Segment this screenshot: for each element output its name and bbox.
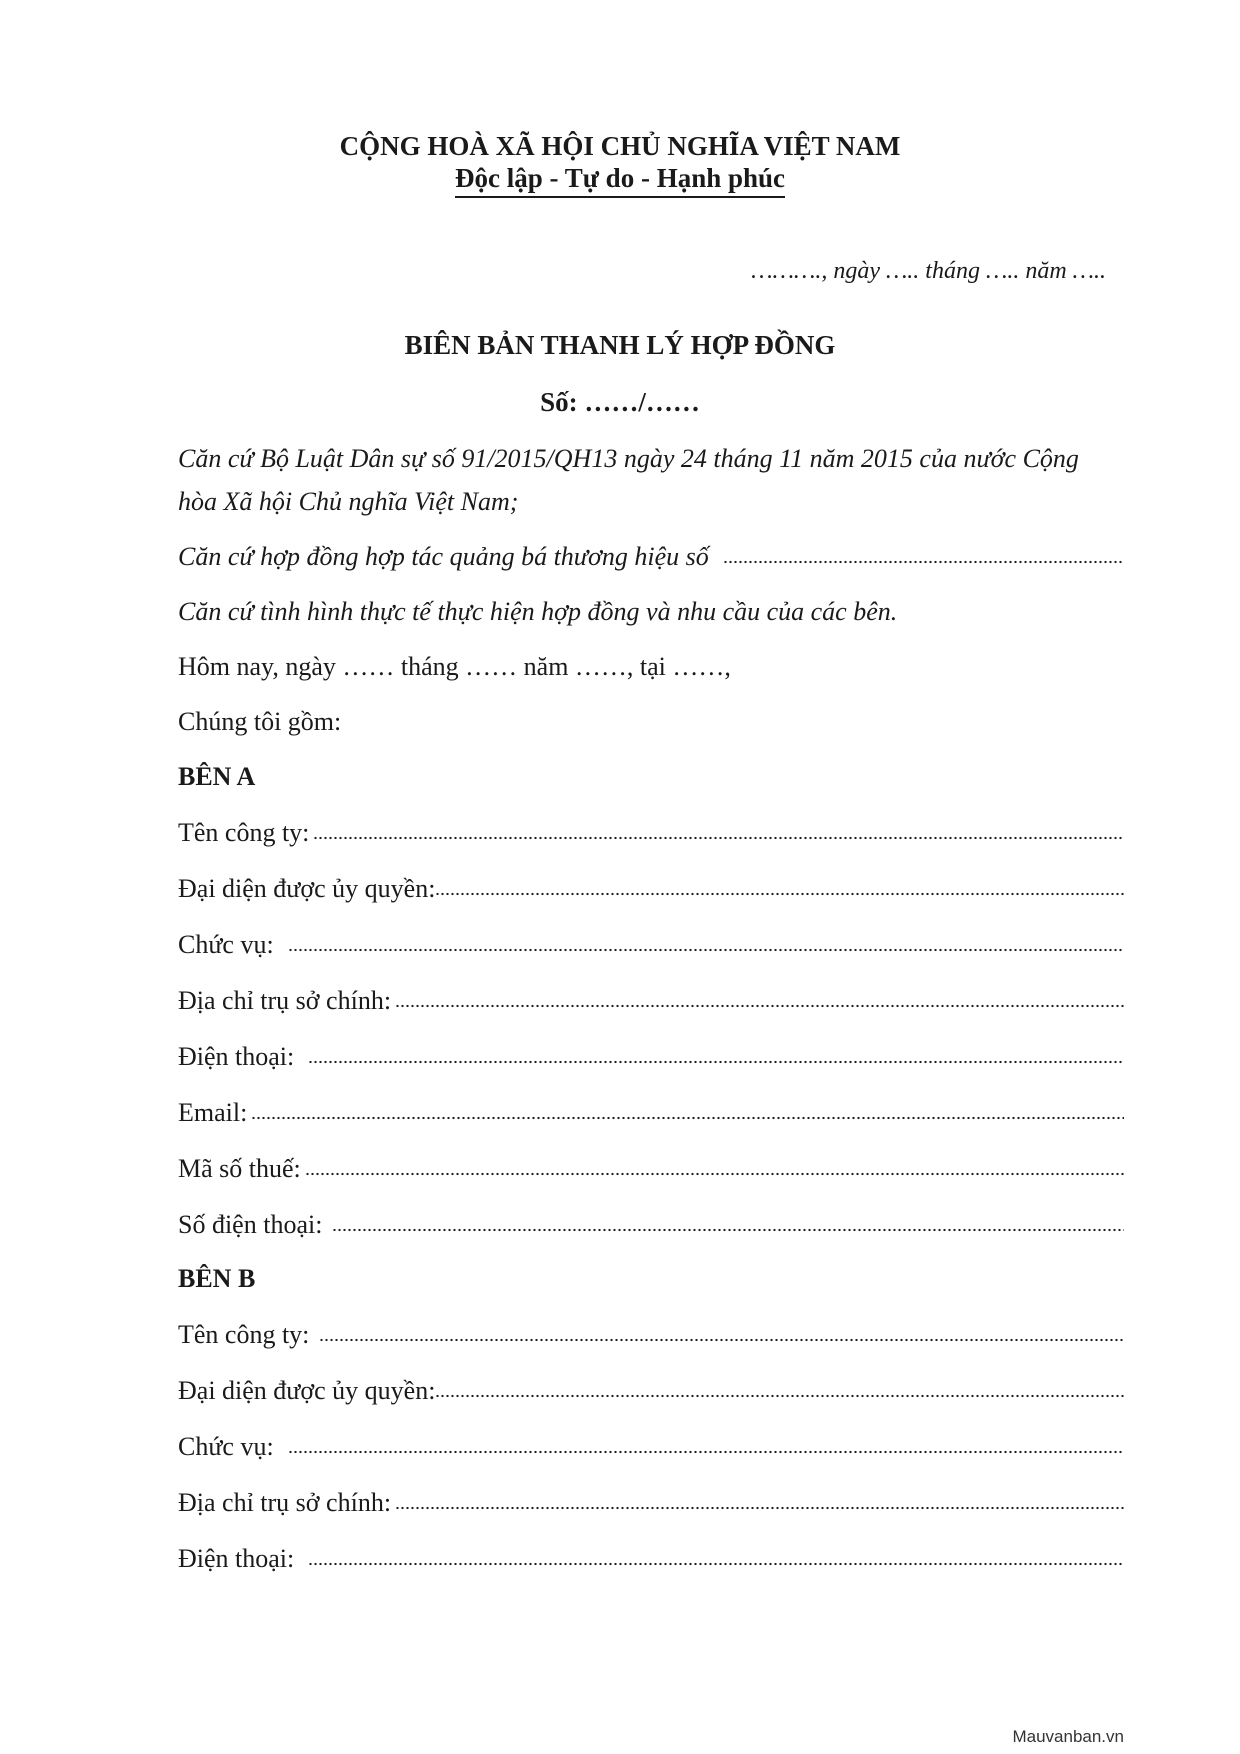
party-a-company-row [178,818,1124,848]
basis-civil-code-line1: Căn cứ Bộ Luật Dân sự số 91/2015/QH13 ngày 24 tháng 11 năm 2015 của nước Cộng [178,444,1079,473]
fill-in-dots[interactable] [435,1393,1124,1399]
party-b-heading: BÊN B [178,1264,256,1293]
field-label: Tên công ty: [178,818,310,847]
party-b-address-row [178,1488,1124,1518]
field-label: Chức vụ: [178,1432,274,1461]
field-label: Đại diện được ủy quyền: [178,874,436,903]
fill-in-dots[interactable] [288,1449,1124,1455]
fill-in-dots[interactable] [395,1003,1124,1009]
fill-in-dots[interactable] [319,1337,1124,1343]
party-a-phone-number-row [178,1210,1124,1240]
fill-in-dots[interactable] [288,947,1124,953]
basis-contract-label: Căn cứ hợp đồng hợp tác quảng bá thương hiệu số [178,542,709,571]
party-b-position-row [178,1432,1124,1462]
fill-in-dots[interactable] [313,835,1124,841]
fill-in-dots[interactable] [723,559,1124,565]
party-b-representative-row [178,1376,1124,1406]
fill-in-dots[interactable] [305,1171,1124,1177]
party-a-address-row [178,986,1124,1016]
fill-in-dots[interactable] [308,1059,1124,1065]
motto-container [0,163,1240,198]
fill-in-dots[interactable] [332,1227,1124,1233]
we-include-line: Chúng tôi gồm: [178,707,342,736]
field-label: Chức vụ: [178,930,274,959]
field-label: Điện thoại: [178,1544,295,1573]
fill-in-dots[interactable] [308,1561,1124,1567]
field-label: Điện thoại: [178,1042,295,1071]
basis-contract-row [178,542,1124,572]
party-b-phone-row [178,1544,1124,1574]
party-a-email-row [178,1098,1124,1128]
site-watermark: Mauvanban.vn [1012,1727,1124,1746]
field-label: Mã số thuế: [178,1154,301,1183]
party-a-phone-row [178,1042,1124,1072]
today-line: Hôm nay, ngày …… tháng …… năm ……, tại ……, [178,652,731,681]
fill-in-dots[interactable] [251,1115,1124,1121]
field-label: Địa chỉ trụ sở chính: [178,986,392,1015]
party-a-tax-code-row [178,1154,1124,1184]
basis-situation: Căn cứ tình hình thực tế thực hiện hợp đồng và nhu cầu của các bên. [178,597,898,626]
place-date-line: ………., ngày ….. tháng ….. năm ….. [751,258,1106,284]
party-a-position-row [178,930,1124,960]
party-a-representative-row [178,874,1124,904]
field-label: Số điện thoại: [178,1210,323,1239]
field-label: Tên công ty: [178,1320,310,1349]
document-number: Số: ……/…… [540,387,700,417]
basis-civil-code-line2: hòa Xã hội Chủ nghĩa Việt Nam; [178,487,519,516]
fill-in-dots[interactable] [435,891,1124,897]
field-label: Đại diện được ủy quyền: [178,1376,436,1405]
national-motto: Độc lập - Tự do - Hạnh phúc [455,163,785,198]
field-label: Email: [178,1098,248,1127]
party-a-heading: BÊN A [178,762,256,791]
national-title: CỘNG HOÀ XÃ HỘI CHỦ NGHĨA VIỆT NAM [339,131,901,161]
document-title: BIÊN BẢN THANH LÝ HỢP ĐỒNG [404,330,836,360]
fill-in-dots[interactable] [395,1505,1124,1511]
field-label: Địa chỉ trụ sở chính: [178,1488,392,1517]
party-b-company-row [178,1320,1124,1350]
